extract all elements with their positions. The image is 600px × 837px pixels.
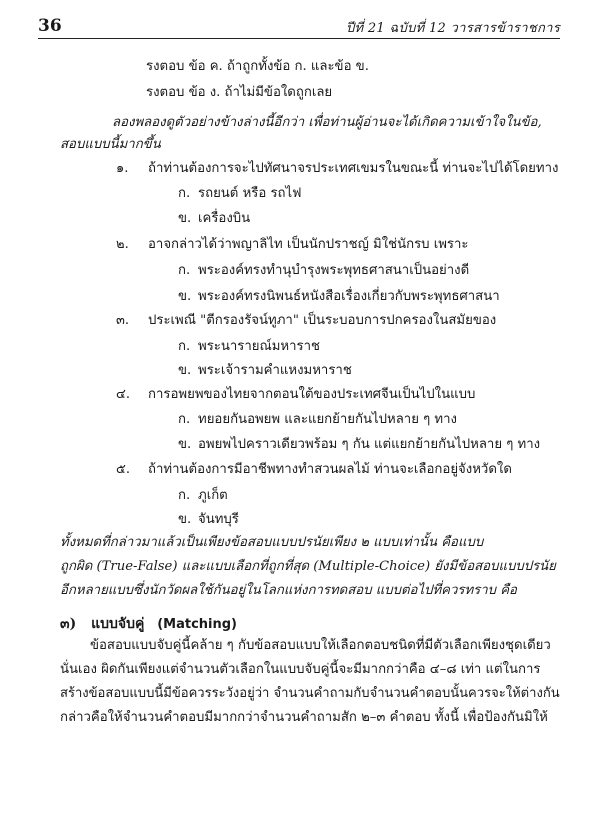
option-text: พระเจ้ารามคำแหงมหาราช xyxy=(198,363,352,378)
option-label: ข. xyxy=(178,512,192,527)
question-number: ๕. xyxy=(116,462,130,477)
option-label: ก. xyxy=(178,186,191,201)
section-heading xyxy=(60,614,237,635)
section-number: ๓) xyxy=(60,616,77,632)
question-number: ๓. xyxy=(116,313,130,328)
option-label: ข. xyxy=(178,289,192,304)
question-text: ถ้าท่านต้องการมีอาชีพทางทำสวนผลไม้ ท่านจะเลือกอยู่จังหวัดใด xyxy=(148,462,512,477)
question-number: ๑. xyxy=(116,161,129,176)
option-label: ข. xyxy=(178,211,192,226)
example-note-line: สอบแบบนี้มากขึ้น xyxy=(60,137,161,152)
answer-line: รงตอบ ข้อ ง. ถ้าไม่มีข้อใดถูกเลย xyxy=(146,85,333,100)
body-line: นั่นเอง ผิดกันเพียงแต่จำนวนตัวเลือกในแบบจับคู่นี้จะมีมากกว่าคือ ๔–๘ เท่า แต่ในการ xyxy=(60,662,541,677)
example-note-line: ลองพลองดูตัวอย่างข้างล่างนี้อีกว่า เพื่อท่านผู้อ่านจะได้เกิดความเข้าใจในข้อ, xyxy=(112,115,542,130)
summary-line: ทั้งหมดที่กล่าวมาแล้วเป็นเพียงข้อสอบแบบปรนัยเพียง ๒ แบบเท่านั้น คือแบบ xyxy=(60,535,484,550)
option-label: ก. xyxy=(178,339,191,354)
question-text: ถ้าท่านต้องการจะไปทัศนาจรประเทศเขมรในขณะนี้ ท่านจะไปได้โดยทาง xyxy=(148,161,559,176)
question-text: อาจกล่าวได้ว่าพญาลิไท เป็นนักปราชญ์ มิใช่นักรบ เพราะ xyxy=(148,237,469,252)
summary-line: อีกหลายแบบซึ่งนักวัดผลใช้กันอยู่ในโลกแห่งการทดสอบ แบบต่อไปที่ควรทราบ คือ xyxy=(60,583,517,598)
option-label: ข. xyxy=(178,363,192,378)
option-text: ภูเก็ต xyxy=(198,488,228,503)
section-title-en: (Matching) xyxy=(157,617,238,632)
question-text: ประเพณี "ตีกรองรัจน์ทูภา" เป็นระบอบการปกครองในสมัยของ xyxy=(148,313,497,328)
option-text: พระนารายณ์มหาราช xyxy=(198,339,320,354)
option-label: ข. xyxy=(178,437,192,452)
option-text: พระองค์ทรงทำนุบำรุงพระพุทธศาสนาเป็นอย่างดี xyxy=(198,263,470,278)
header-rule xyxy=(38,38,560,39)
option-text: ทยอยกันอพยพ และแยกย้ายกันไปหลาย ๆ ทาง xyxy=(198,412,457,427)
option-text: เครื่องบิน xyxy=(198,211,251,226)
page-header xyxy=(38,14,560,42)
running-title: ปีที่ 21 ฉบับที่ 12 วารสารข้าราชการ xyxy=(345,21,560,36)
question-number: ๔. xyxy=(116,387,130,402)
answer-line: รงตอบ ข้อ ค. ถ้าถูกทั้งข้อ ก. และข้อ ข. xyxy=(146,59,369,74)
body-line: ข้อสอบแบบจับคู่นี้คล้าย ๆ กับข้อสอบแบบให้เลือกตอบชนิดที่มีตัวเลือกเพียงชุดเดียว xyxy=(90,638,551,653)
option-label: ก. xyxy=(178,412,191,427)
summary-line: ถูกผิด (True-False) และแบบเลือกที่ถูกที่สุด (Multiple-Choice) ยังมีข้อสอบแบบปรนัย xyxy=(60,559,556,574)
section-title: แบบจับคู่ xyxy=(91,616,145,632)
option-label: ก. xyxy=(178,488,191,503)
body-line: กล่าวคือให้จำนวนคำตอบมีมากกว่าจำนวนคำถามสัก ๒–๓ คำตอบ ทั้งนี้ เพื่อป้องกันมิให้ xyxy=(60,710,548,725)
option-label: ก. xyxy=(178,263,191,278)
question-text: การอพยพของไทยจากตอนใต้ของประเทศจีนเป็นไปในแบบ xyxy=(148,387,476,402)
body-line: สร้างข้อสอบแบบนี้มีข้อควรระวังอยู่ว่า จำนวนคำถามกับจำนวนคำตอบนั้นควรจะให้ต่างกัน xyxy=(60,686,560,701)
option-text: อพยพไปคราวเดียวพร้อม ๆ กัน แต่แยกย้ายกันไปหลาย ๆ ทาง xyxy=(198,437,541,452)
option-text: พระองค์ทรงนิพนธ์หนังสือเรื่องเกี่ยวกับพระพุทธศาสนา xyxy=(198,289,500,304)
option-text: รถยนต์ หรือ รถไฟ xyxy=(198,186,302,201)
question-number: ๒. xyxy=(116,237,129,252)
page-number: 36 xyxy=(38,16,62,36)
option-text: จันทบุรี xyxy=(198,512,239,527)
